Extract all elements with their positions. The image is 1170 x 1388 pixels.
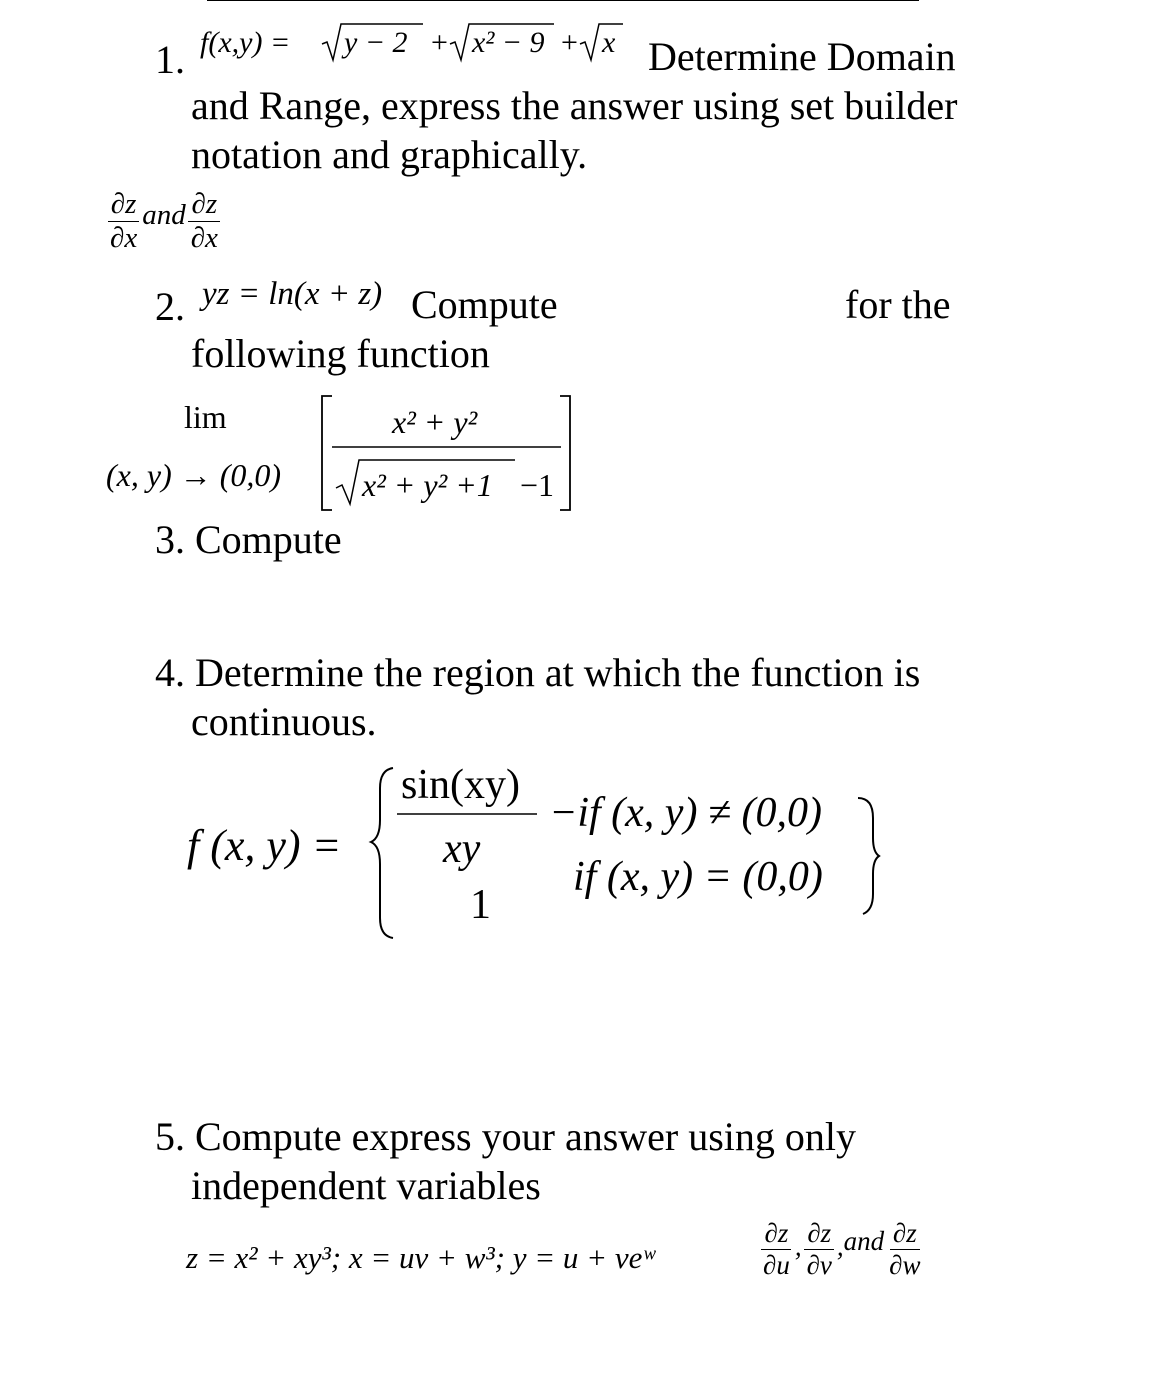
problem-2-line2: following function bbox=[191, 331, 490, 376]
partial-num: ∂z bbox=[804, 1220, 834, 1250]
problem-2-compute: Compute bbox=[411, 282, 558, 327]
problem-1-number: 1. bbox=[155, 37, 185, 82]
and-word: and bbox=[142, 199, 186, 231]
plus-sign: + bbox=[561, 26, 578, 59]
limit-denominator-tail: −1 bbox=[520, 467, 555, 503]
case1-numerator: sin(xy) bbox=[401, 762, 520, 808]
partial-den-u: ∂u bbox=[763, 1250, 790, 1280]
lim-word: lim bbox=[184, 399, 227, 435]
and-word: and bbox=[843, 1225, 885, 1256]
problem-5-partials bbox=[758, 1220, 926, 1279]
comma: , bbox=[836, 1231, 844, 1262]
partial-fraction bbox=[760, 1220, 793, 1279]
func-lhs: f(x,y) = bbox=[200, 26, 291, 59]
comma: , bbox=[794, 1231, 802, 1262]
problem-2-number: 2. bbox=[155, 284, 185, 329]
piecewise-function bbox=[185, 758, 905, 948]
top-rule bbox=[207, 0, 919, 1]
partial-num: ∂z bbox=[761, 1220, 791, 1250]
partial-num: ∂z bbox=[108, 190, 140, 222]
plus-sign: + bbox=[431, 26, 448, 59]
partial-fraction bbox=[188, 190, 221, 253]
limit-denominator-radicand: x² + y² +1 bbox=[362, 467, 493, 503]
case2-condition: if (x, y) = (0,0) bbox=[573, 854, 823, 900]
right-bracket bbox=[560, 396, 570, 510]
problem-1-line1-tail: Determine Domain bbox=[648, 34, 956, 79]
problem-1-line3: notation and graphically. bbox=[191, 132, 588, 177]
problem-5-line1: 5. Compute express your answer using only bbox=[155, 1114, 857, 1159]
partial-num: ∂z bbox=[890, 1220, 920, 1250]
partial-fraction bbox=[886, 1220, 923, 1279]
limit-numerator: x² + y² bbox=[392, 404, 478, 440]
partial-den: ∂x bbox=[190, 222, 218, 254]
problem-5-equation: z = x² + xy³; x = uv + w³; y = u + veʷ bbox=[186, 1240, 655, 1275]
radicand-1: y − 2 bbox=[344, 26, 408, 59]
lim-approach: (x, y) → (0,0) bbox=[106, 457, 282, 493]
partial-den-v: ∂v bbox=[806, 1250, 832, 1280]
problem-1-function bbox=[198, 20, 638, 70]
radicand-2: x² − 9 bbox=[472, 26, 545, 59]
radicand-3: x bbox=[602, 26, 616, 59]
partial-den-w: ∂w bbox=[889, 1250, 921, 1280]
partial-fraction bbox=[107, 190, 140, 253]
problem-4-line2: continuous. bbox=[191, 699, 377, 744]
partial-den: ∂x bbox=[110, 222, 138, 254]
problem-5-line2: independent variables bbox=[191, 1163, 541, 1208]
problem-1-line2: and Range, express the answer using set builder bbox=[191, 83, 958, 128]
problem-2-for-the: for the bbox=[845, 282, 951, 327]
partial-num: ∂z bbox=[188, 190, 220, 222]
piecewise-lhs: f (x, y) = bbox=[187, 821, 342, 870]
left-bracket bbox=[322, 396, 332, 510]
problem-4-line1: 4. Determine the region at which the function is bbox=[155, 650, 921, 695]
limit-expression bbox=[100, 388, 590, 518]
right-brace bbox=[858, 798, 879, 914]
problem-3-label: 3. Compute bbox=[155, 517, 342, 562]
case2-value: 1 bbox=[470, 882, 491, 928]
problem-2-equation: yz = ln(x + z) bbox=[202, 276, 383, 312]
partial-derivatives-label bbox=[105, 190, 223, 253]
case1-denominator: xy bbox=[443, 826, 481, 872]
left-brace bbox=[371, 768, 393, 938]
case1-condition: −if (x, y) ≠ (0,0) bbox=[549, 790, 822, 836]
partial-fraction bbox=[804, 1220, 835, 1279]
